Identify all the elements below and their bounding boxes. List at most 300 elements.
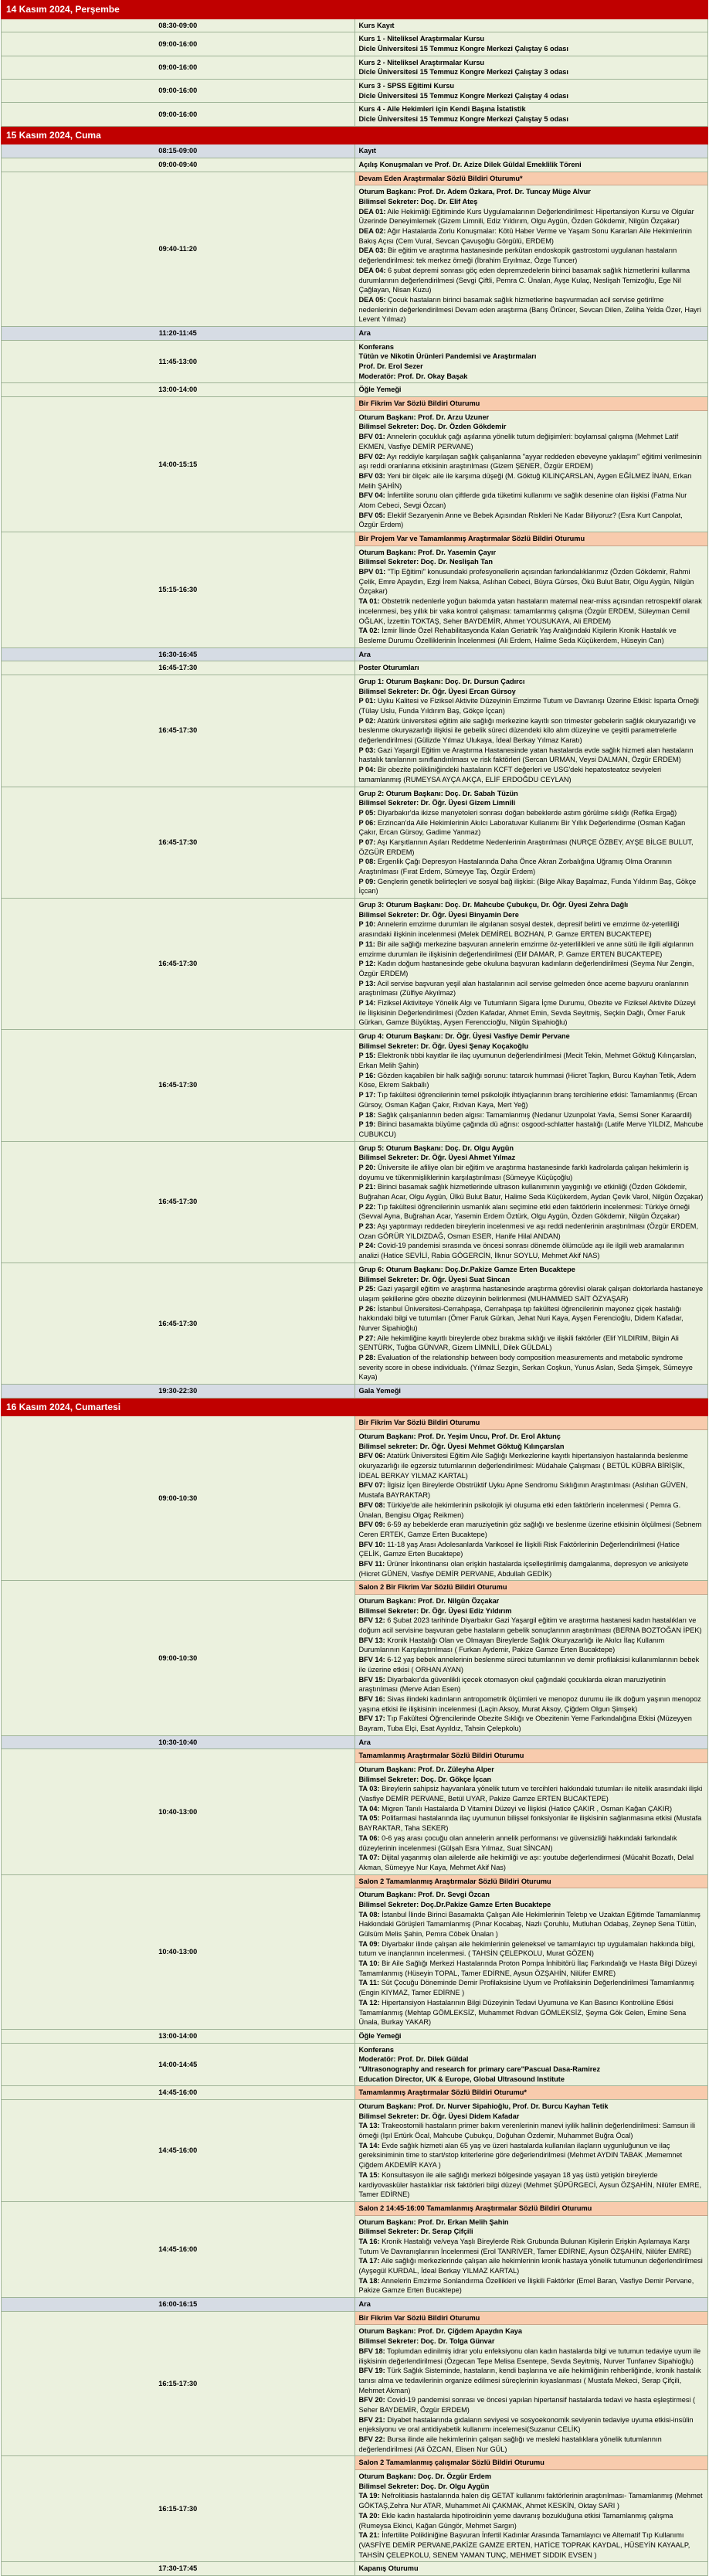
abstract-text: Sağlık çalışanlarının beden algısı: Tamamlanmış (Nedanur Uzunpolat Yavla, Semsi Soner Karaardil) xyxy=(375,1110,692,1119)
abstract-text: Migren Tanılı Hastalarda D Vitamini Düzeyi ve İlişkisi (Hatice ÇAKIR , Osman Kağan ÇAKIR) xyxy=(379,1804,673,1813)
conference-line: Prof. Dr. Erol Sezer xyxy=(358,362,423,371)
day-title: 15 Kasım 2024, Cuma xyxy=(2,126,708,144)
row-content xyxy=(354,1581,708,1735)
row-content xyxy=(354,2043,708,2086)
row-content: Poster Oturumları xyxy=(354,661,708,675)
abstract-code: P 21: xyxy=(358,1183,376,1191)
row-content xyxy=(354,2311,708,2456)
abstract-item xyxy=(359,2491,704,2510)
row-content xyxy=(354,1416,708,1581)
time-slot: 14:00-14:45 xyxy=(2,2043,355,2086)
abstract-item xyxy=(359,452,704,471)
row-content xyxy=(354,397,708,532)
conference-line: Tütün ve Nikotin Ürünleri Pandemisi ve Araştırmaları xyxy=(358,352,537,361)
abstract-text: Evde sağlık hizmeti alan 65 yaş ve üzeri hastalarda kullanılan ilaçların uygunluğunun ve ilaç gereksiniminin time to start/stop kriterlerine göre değerlendirilmesi (Mehmet AYDIN TABAK ,Mememnet Çiğdem AKDEMİR KAYA ) xyxy=(358,2141,683,2170)
abstract-code: P 05: xyxy=(358,808,376,817)
abstract-code: TA 11: xyxy=(358,1979,380,1987)
abstract-code: BFV 08: xyxy=(358,1500,385,1509)
session-title: Grup 2: Oturum Başkanı: Doç. Dr. Sabah Tüzün xyxy=(358,789,518,797)
abstract-text: İlgisiz İçen Bireylerde Obstrüktif Uyku Apne Sendromu Sıklığının Araştırılması (Aslıhan GÜVEN, Mustafa BAYRAKTAR) xyxy=(358,1481,688,1500)
abstract-item xyxy=(359,857,704,876)
time-slot: 08:30-09:00 xyxy=(2,19,355,32)
row-content xyxy=(354,2100,708,2202)
row-content: Ara xyxy=(354,647,708,661)
abstract-text: Atatürk Üniversitesi Eğitim Aile Sağlığı Merkezlerine kayıtlı hipertansiyon hastalarında beslenme okuryazarlığı ile egzersiz tutumlarının değerlendirilmesi: Müdahale Çalışması ( BETÜL KÜBRA BİRİŞİK, İDEAL BERKAY YILMAZ KARTAL) xyxy=(358,1452,688,1480)
abstract-item xyxy=(359,1784,704,1803)
abstract-item xyxy=(359,1120,704,1139)
session-chair: Oturum Başkanı: Prof. Dr. Züleyha Alper xyxy=(358,1765,494,1774)
abstract-code: TA 03: xyxy=(358,1785,380,1793)
abstract-item xyxy=(359,1978,704,1997)
row-content: Kurs Kayıt xyxy=(354,19,708,32)
abstract-text: Aşı Karşıtlarının Aşıları Reddetme Nedenlerinin Araştırılması (NURÇE ÖZBEY, AYŞE BİLGE BULUT, ÖZGÜR ERDEM) xyxy=(358,838,694,856)
abstract-text: Diyabet hastalarında gıdaların seviyesi ve sosyoekonomik seviyenin tedaviye uyuma etkisi-insülin enjeksiyonu ve oral antidiyabetik kullanımı incelemesi(Suzanur CELİK) xyxy=(358,2415,694,2434)
abstract-code: P 28: xyxy=(358,1354,376,1362)
abstract-item xyxy=(359,1182,704,1201)
session-chair: Bilimsel Sekreter: Doç. Dr. Gökçe İçcan xyxy=(358,1775,492,1783)
abstract-text: Ekle kadın hastalarda hipotiroidinin yeme davranış bozukluğuna etkisi Tamamlanmış çalışma (Rumeysa Ekinci, Kağan Güngör, Mehmet Sargın) xyxy=(358,2511,673,2530)
abstract-text: 6 şubat depremi sonrası göç eden depremzedelerin birinci basamak sağlık hizmetlerini kullanma durumlarının değerlendirilmesi (Sevgi Çiftli, Pemra C. Ünalan, Ayşe Kulaç, Neslişah Temizoğlu, Ege Nil Çağlayan, Nisan Kuzu) xyxy=(358,266,690,294)
day-title: 16 Kasım 2024, Cumartesi xyxy=(2,1398,708,1416)
abstract-item xyxy=(359,979,704,998)
abstract-item xyxy=(359,919,704,939)
schedule-row xyxy=(2,158,708,172)
schedule-row xyxy=(2,397,708,532)
abstract-text: İnfertilite Polikliniğine Başvuran İnfertil Kadınlar Arasında Tamamlayıcı ve Alternatif Tıp Kullanımı (VASFİYE DEMİR PERVANE,PAKİZE GAMZE ERTEN, HATİCE TOPRAK KAYDAL, HÜSEYİN KAYAALP, TAHSİN ÇELEPKOLU, SENEM YAMAN TUNÇ, MEHMET SIDDIK EVSEN ) xyxy=(358,2531,690,2559)
course-name: Kurs 1 - Niteliksel Araştırmalar Kursu xyxy=(358,35,485,43)
abstract-code: P 04: xyxy=(358,766,376,774)
row-content: Kayıt xyxy=(354,144,708,158)
session-title: Grup 6: Oturum Başkanı: Doç.Dr.Pakize Gamze Erten Bucaktepe xyxy=(358,1265,575,1273)
row-content xyxy=(354,103,708,126)
abstract-code: BFV 03: xyxy=(358,471,385,480)
abstract-text: Ağır Hastalarda Zorlu Konuşmalar: Kötü Haber Verme ve Yaşam Sonu Kararları Aile Hekimlerinin Bakış Açısı (Cem Vural, Sevcan Çavuşoğlu Görgülü, ERDEM) xyxy=(358,227,692,245)
time-slot: 10:30-10:40 xyxy=(2,1735,355,1749)
abstract-code: P 02: xyxy=(358,716,376,725)
time-slot: 16:00-16:15 xyxy=(2,2298,355,2312)
row-content: Açılış Konuşmaları ve Prof. Dr. Azize Dilek Güldal Emeklilik Töreni xyxy=(354,158,708,172)
abstract-code: TA 16: xyxy=(358,2237,380,2245)
schedule-row xyxy=(2,79,708,102)
row-content xyxy=(354,1141,708,1263)
time-slot: 09:00-10:30 xyxy=(2,1416,355,1581)
course-location: Dicle Üniversitesi 15 Temmuz Kongre Merkezi Çalıştay 6 odası xyxy=(358,44,568,53)
abstract-text: Erzincan'da Aile Hekimlerinin Akılcı Laboratuvar Kullanımı Bir Yıllık Değerlendirme (Osman Kağan Çakır, Ercan Gürsoy, Gadime Yanmaz) xyxy=(358,818,686,837)
abstract-code: P 06: xyxy=(358,818,376,827)
abstract-code: BFV 17: xyxy=(358,1715,385,1723)
course-name: Kurs 4 - Aile Hekimleri için Kendi Başına İstatistik xyxy=(358,105,526,114)
abstract-text: Birinci basamak sağlık hizmetlerinde ultrason kullanımının yaygınlığı ve etkinliği (Özden Gökdemir, Buğrahan Acar, Olgu Aygün, Ülkü Bulut Batur, Halime Seda Küçükerdem, Aydan Çevik Varol, Nilgün Özçakar) xyxy=(358,1183,704,1201)
row-content xyxy=(354,899,708,1030)
abstract-text: Toplumdan edinilmiş idrar yolu enfeksiyonu olan kadın hastalarda bilgi ve tutumun tedaviye uyum ile ilişkisinin değerlendirilmesi (Özgecan Tepe Melisa Esentepe, Sevda Seyitmiş, Nurver Tunfanev Sipahioğlu) xyxy=(358,2347,701,2365)
schedule-row xyxy=(2,532,708,648)
abstract-text: Kronik Hastalığı Olan ve Olmayan Bireylerde Sağlık Okuryazarlığı ile Akılcı İlaç Kullanım Durumlarının Karşılaştırılması ( Furkan Aydemir, Pakize Gamze Erten Bucaktepe) xyxy=(358,1636,665,1654)
conference-line: Moderatör: Prof. Dr. Dilek Güldal xyxy=(358,2055,469,2064)
abstract-item xyxy=(359,596,704,626)
abstract-item xyxy=(359,1804,704,1814)
time-slot: 09:00-09:40 xyxy=(2,158,355,172)
session-chair: Oturum Başkanı: Prof. Dr. Çiğdem Apaydın Kaya xyxy=(358,2327,523,2336)
schedule-row xyxy=(2,1735,708,1749)
abstract-code: P 11: xyxy=(358,940,375,948)
schedule-row xyxy=(2,1749,708,1874)
abstract-code: BFV 01: xyxy=(358,433,385,441)
abstract-text: Türk Sağlık Sisteminde, hastaların, kendi başlarına ve aile hekimliğinin rehberliğinde, kronik hastalık tanısı alma ve tedavilerinin organize edilmesi süreçlerinin kıyaslanması ( Mustafa Mekeci, Serap Çifçili, Mehmet Akman) xyxy=(358,2367,701,2394)
session-chair: Bilimsel Sekreter: Doç. Dr. Elif Ateş xyxy=(358,198,478,206)
session-chair: Bilimsel Sekreter: Doç. Dr. Neslişah Tan xyxy=(358,558,493,566)
abstract-item xyxy=(359,1694,704,1714)
abstract-item xyxy=(359,877,704,896)
abstract-text: Bir eğitim ve araştırma hastanesinde perkütan endoskopik gastrostomi uygulanan hastaların değerlendirilmesi: tek merkez örneği (İbrahim Eryılmaz, Özge Tuncer) xyxy=(358,246,677,265)
schedule-row xyxy=(2,1416,708,1581)
time-slot: 09:00-10:30 xyxy=(2,1581,355,1735)
session-title: Bir Fikrim Var Sözlü Bildiri Oturumu xyxy=(355,2312,708,2326)
abstract-code: BFV 21: xyxy=(358,2415,385,2424)
time-slot: 10:40-13:00 xyxy=(2,1874,355,2029)
day-header-row xyxy=(2,1398,708,1416)
abstract-code: P 19: xyxy=(358,1120,376,1129)
schedule-row xyxy=(2,2201,708,2297)
abstract-code: P 15: xyxy=(358,1052,376,1060)
abstract-item xyxy=(359,1520,704,1539)
abstract-code: TA 01: xyxy=(358,597,380,606)
session-title: Salon 2 Bir Fikrim Var Sözlü Bildiri Oturumu xyxy=(355,1581,708,1595)
abstract-text: Obstetrik nedenlerle yoğun bakımda yatan hastaların maternal near-miss açısından retrospektif olarak incelenmesi, beş yıllık bir vaka kontrol çalışması: tamamlanmış çalışma (Özgür ERDEM, Süleyman Cemil OĞLAK, İzzettin TOKTAŞ, Seher BAYDEMİR, Ahmet YOUSUKAYA, Ali ERDEM) xyxy=(358,597,702,625)
schedule-row xyxy=(2,2298,708,2312)
abstract-item xyxy=(359,1910,704,1939)
row-content: Öğle Yemeği xyxy=(354,2029,708,2043)
abstract-item xyxy=(359,2415,704,2435)
time-slot: 09:00-16:00 xyxy=(2,103,355,126)
day-header-row xyxy=(2,1,708,19)
schedule-row xyxy=(2,1581,708,1735)
time-slot: 16:45-17:30 xyxy=(2,1263,355,1384)
abstract-item xyxy=(359,432,704,451)
abstract-code: BFV 16: xyxy=(358,1694,385,1703)
schedule-row xyxy=(2,2456,708,2562)
abstract-code: P 03: xyxy=(358,746,376,754)
time-slot: 11:45-13:00 xyxy=(2,340,355,383)
abstract-code: DEA 03: xyxy=(358,246,386,255)
abstract-item xyxy=(359,1353,704,1382)
time-slot: 16:45-17:30 xyxy=(2,787,355,899)
session-title: Grup 4: Oturum Başkanı: Dr. Öğr. Üyesi Vasfiye Demir Pervane xyxy=(358,1032,570,1041)
session-title: Bir Fikrim Var Sözlü Bildiri Oturumu xyxy=(355,1416,708,1430)
abstract-text: Sivas ilindeki kadınların antropometrik ölçümleri ve menopoz durumu ile ilk doğum yaşının menopoz yaşına etkisi ile ilişkisinin incelenmesi (Laçin Aksoy, Murat Aksoy, Çiğdem Olgun Şimşek) xyxy=(358,1694,701,1713)
abstract-text: Dijital yaşanmış olan ailelerde aile hekimliği ve aşı: youtube değerlendirmesi (Mücahit Bozatlı, Delal Akman, Sümeyye Nur Kaya, Mehmet Akif Nas) xyxy=(358,1854,694,1871)
time-slot: 10:40-13:00 xyxy=(2,1749,355,1874)
abstract-text: Diyarbakır ilinde çalışan aile hekimlerinin geleneksel ve tamamlayıcı tıp uygulamaları hakkında bilgi, tutum ve inançlarının incelenmesi. ( TAHSİN ÇELEPKOLU, Murat GÖZEN) xyxy=(358,1939,696,1958)
abstract-item xyxy=(359,1939,704,1959)
schedule-row xyxy=(2,2100,708,2202)
abstract-code: BFV 07: xyxy=(358,1481,385,1490)
abstract-text: Hipertansiyon Hastalarının Bilgi Düzeyinin Tedavi Uyumuna ve Kan Basıncı Kontrolüne Etkisi Tamamlanmış (Mehtap GÖMLEKSİZ, Muhammet Rıdvan GÖMLEKSİZ, Şeyma Gök Gelen, Emine Sena Ünala, Burkay YAKAR) xyxy=(358,1998,687,2027)
session-title: Salon 2 14:45-16:00 Tamamlanmış Araştırmalar Sözlü Bildiri Oturumu xyxy=(355,2202,708,2216)
abstract-item xyxy=(359,1500,704,1520)
abstract-item xyxy=(359,471,704,491)
time-slot: 13:00-14:00 xyxy=(2,383,355,397)
abstract-text: Eleklif Sezaryenin Anne ve Bebek Açısından Riskleri Ne Kadar Biliyoruz? (Esra Kurt Canpolat, Özgür Erdem) xyxy=(358,511,683,529)
abstract-code: BFV 02: xyxy=(358,452,385,460)
abstract-text: Annelerin çocukluk çağı aşılarına yönelik tutum değişimleri: boylamsal çalışma (Mehmet Latif EKMEN, Vasfiye DEMİR PERVANE) xyxy=(358,433,679,450)
time-slot: 16:30-16:45 xyxy=(2,647,355,661)
abstract-text: Birinci basamakta büyüme çağında dü ağrısı: osgood-schlatter hastalığı (Latife Merve YILDIZ, Mahcube CUBUKCU) xyxy=(358,1120,704,1138)
schedule-row xyxy=(2,326,708,340)
abstract-text: Konsultasyon ile aile sağlığı merkezi bölgesinde yaşayan 18 yaş üstü yetişkin bireylerde kardiyovasküler hastalıklar risk faktörleri bilgi düzeyi (Mehmet ŞÜPÜRGECİ, Aysun ÖZŞAHİN, Nilüfer EMRE, Tamer EDİRNE) xyxy=(358,2170,702,2199)
abstract-code: P 17: xyxy=(358,1091,376,1099)
abstract-item xyxy=(359,226,704,246)
row-content xyxy=(354,1874,708,2029)
abstract-text: Nefrolitiasis hastalarında halen diş GETAT kullanımı faktörlerinin araştırılması- Tamamlanmış (Mehmet GÖKTAŞ,Zehra Nur ATAR, Muhammet Ali ÇAKMAK, Ahmet KESKİN, Oktay SARI ) xyxy=(358,2492,703,2510)
session-chair: Oturum Başkanı: Prof. Dr. Nurver Sipahioğlu, Prof. Dr. Burcu Kayhan Tetik xyxy=(358,2102,609,2111)
abstract-text: Aşı yaptırmayı reddeden bireylerin incelenmesi ve aşı reddi nedenlerinin araştırılması (Özgür ERDEM, Ozan GÖRÜR YILDIZDAĞ, Osman ESER, Hanife Hilal ANDAN) xyxy=(358,1222,698,1240)
schedule-row xyxy=(2,787,708,899)
abstract-item xyxy=(359,1480,704,1500)
abstract-text: Süt Çocuğu Döneminde Demir Profilaksisine Uyum ve Profilaksinin Değerlendirilmesi Tamamlanmış (Engin KIYMAZ, Tamer EDİRNE ) xyxy=(358,1979,694,1997)
abstract-code: P 23: xyxy=(358,1222,376,1231)
row-content: Ara xyxy=(354,326,708,340)
course-name: Kurs 3 - SPSS Eğitimi Kursu xyxy=(358,81,455,90)
row-content xyxy=(354,56,708,79)
abstract-code: TA 13: xyxy=(358,2122,380,2130)
conference-line: "Ultrasonography and research for primary care"Pascual Dasa-Ramirez xyxy=(358,2065,601,2073)
abstract-text: Bireylerin sahipsiz hayvanlara yönelik tutum ve tercihleri hakkındaki tutumları ile nitelik arasındaki ilişki (Vasfiye DEMİR PERVANE, Betül UYAR, Pakize Gamze ERTEN BUCAKTEPE) xyxy=(358,1785,703,1803)
schedule-row xyxy=(2,899,708,1030)
conference-line: Konferans xyxy=(358,342,394,351)
row-content xyxy=(354,79,708,102)
abstract-code: TA 05: xyxy=(358,1814,380,1823)
session-title: Salon 2 Tamamlanmış Araştırmalar Sözlü Bildiri Oturumu xyxy=(355,1875,708,1889)
abstract-item xyxy=(359,2435,704,2454)
abstract-text: İzmir İlinde Özel Rehabilitasyonda Kalan Geriatrik Yaş Aralığındaki Kişilerin Kronik Hastalık ve Besleme Durumu Özelliklerinin İncelenmesi (Ali Erdem, Halime Seda Küçükerdem, Hüseyin Can) xyxy=(358,627,677,644)
row-content xyxy=(354,32,708,56)
session-title: Bir Projem Var ve Tamamlanmış Araştırmalar Sözlü Bildiri Oturumu xyxy=(355,532,708,546)
abstract-item xyxy=(359,246,704,265)
time-slot: 08:15-09:00 xyxy=(2,144,355,158)
row-content: Ara xyxy=(354,1735,708,1749)
abstract-code: DEA 01: xyxy=(358,207,386,216)
abstract-code: TA 19: xyxy=(358,2492,380,2500)
abstract-text: Çocuk hastaların birinci basamak sağlık hizmetlerine başvurmadan acil servise getirilme nedenlerinin değerlendirilmesi Devam eden araştırma (Barış Örüncer, Sevcan Dilen, Zeliha Yelda Özer, Hayri Levent Yılmaz) xyxy=(358,295,701,324)
row-content: Tamamlanmış Araştırmalar Sözlü Bildiri Oturumu* xyxy=(354,2086,708,2100)
abstract-text: Gençlerin genetik belirteçleri ve sosyal bağ ilişkisi: (Bilge Alkay Başalmaz, Funda Yıldırım Baş, Gökçe İçcan) xyxy=(358,877,697,895)
session-title: Grup 3: Oturum Başkanı: Doç. Dr. Mahcube Çubukçu, Dr. Öğr. Üyesi Zehra Dağlı xyxy=(358,901,629,909)
abstract-item xyxy=(359,1998,704,2027)
abstract-code: BPV 01: xyxy=(358,568,386,576)
row-content: Gala Yemeği xyxy=(354,1385,708,1398)
row-content: Kapanış Oturumu xyxy=(354,2562,708,2576)
abstract-text: Gazi yaşargil eğitim ve araştırma hastanesinde araştırma görevlisi olarak çalışan doktorlarda hastaneye ulaşım şekillerine göre obezite düzeyinin belirlenmesi (MUHAMMED SAİT ÖZYAŞAR) xyxy=(358,1285,704,1303)
abstract-text: Gazi Yaşargil Eğitim ve Araştırma Hastanesinde yatan hastalarda evde sağlık hizmeti alan hastaların hastalık tanılarının sınıflandırılması ve risk faktörleri (Sercan URMAN, Veysi DALMAN, Özgür ERDEM) xyxy=(358,746,694,764)
abstract-code: TA 14: xyxy=(358,2141,380,2149)
abstract-code: TA 18: xyxy=(358,2276,380,2285)
course-name: Kurs 2 - Niteliksel Araştırmalar Kursu xyxy=(358,58,485,66)
time-slot: 09:00-16:00 xyxy=(2,56,355,79)
time-slot: 09:00-16:00 xyxy=(2,79,355,102)
abstract-item xyxy=(359,1304,704,1334)
session-title: Grup 5: Oturum Başkanı: Doç. Dr. Olgu Aygün xyxy=(358,1144,514,1152)
time-slot: 14:45-16:00 xyxy=(2,2086,355,2100)
session-chair: Bilimsel Sekreter: Dr. Öğr. Üyesi Gizem Limnili xyxy=(358,799,516,807)
abstract-item xyxy=(359,1163,704,1182)
schedule-row xyxy=(2,661,708,675)
abstract-item xyxy=(359,1959,704,1978)
abstract-text: 11-18 yaş Arası Adolesanlarda Varikosel ile İlişkili Risk Faktörlerinin Değerlendirilmesi (Hatice ÇELİK, Gamze Erten Bucaktepe) xyxy=(358,1540,680,1558)
abstract-item xyxy=(359,1284,704,1303)
session-chair: Bilimsel Sekreter: Dr. Öğr. Üyesi Didem Kafadar xyxy=(358,2112,520,2120)
abstract-text: Bir Aile Sağlığı Merkezi Hastalarında Proton Pompa İnhibitörü İlaç Farkındalığı ve Hasta Bilgi Düzeyi Tamamlanmış (Hüseyin TOPAL, Tamer EDİRNE, Aysun ÖZŞAHİN, Nilüfer EMRE) xyxy=(358,1959,697,1977)
abstract-code: BFV 22: xyxy=(358,2435,385,2444)
conference-line: Konferans xyxy=(358,2045,394,2054)
schedule-row xyxy=(2,2311,708,2456)
abstract-text: 6-12 yaş bebek annelerinin beslenme süreci tutumlarının ve demir profilaksisi kullanımlarının bebek ile üzerine etkisi ( ORHAN AYAN) xyxy=(358,1656,700,1674)
abstract-item xyxy=(359,1202,704,1222)
abstract-code: BFV 20: xyxy=(358,2396,385,2404)
time-slot: 16:15-17:30 xyxy=(2,2456,355,2562)
abstract-text: Covid-19 pandemisi sonrası ve öncesi yapılan hipertansif hastalarda tedavi ve hasta eşleştirmesi ( Seher BAYDEMİR, Özgür ERDEM) xyxy=(358,2396,696,2414)
abstract-code: P 12: xyxy=(358,960,376,968)
abstract-code: BFV 04: xyxy=(358,491,385,500)
course-location: Dicle Üniversitesi 15 Temmuz Kongre Merkezi Çalıştay 3 odası xyxy=(358,68,568,76)
schedule-row xyxy=(2,647,708,661)
abstract-code: P 10: xyxy=(358,920,376,929)
time-slot: 14:45-16:00 xyxy=(2,2201,355,2297)
abstract-item xyxy=(359,1714,704,1733)
session-title: Tamamlanmış Araştırmalar Sözlü Bildiri Oturumu xyxy=(355,1749,708,1763)
row-content xyxy=(354,787,708,899)
session-chair: Bilimsel Sekreter: Doç. Dr. Tolga Günvar xyxy=(358,2337,495,2346)
abstract-text: Covid-19 pandemisi sırasında ve öncesi sonrası dönemde ölümcüde aşı ile ilgili web aramalarının analizi (Hatice SEVİLİ, Rabia GÖGERCİN, İlknur SOYLU, Mehmet Akif NAS) xyxy=(358,1242,684,1260)
abstract-code: P 25: xyxy=(358,1285,376,1293)
abstract-item xyxy=(359,765,704,784)
abstract-item xyxy=(359,1334,704,1353)
abstract-code: TA 21: xyxy=(358,2531,380,2540)
session-chair: Oturum Başkanı: Prof. Dr. Yasemin Çayır xyxy=(358,548,497,556)
abstract-text: "Tip Eğitimi" konusundaki profesyonellerin açısından farkındalıklarımız (Özden Gökdemir, Rahmi Çelik, Emre Apaydın, Ezgi İrem Naksa, Aslıhan Cebeci, Büyra Gürses, Ökü Bulut Batır, Olgu Aygün, Nilgün Özçakar) xyxy=(358,568,694,596)
abstract-code: P 08: xyxy=(358,858,376,866)
session-chair: Bilimsel Sekreter: Doç. Dr. Olgu Aygün xyxy=(358,2482,490,2490)
session-chair: Bilimsel Sekreter: Dr. Öğr. Üyesi Şenay Koçakoğlu xyxy=(358,1042,529,1050)
abstract-code: DEA 04: xyxy=(358,266,386,274)
abstract-item xyxy=(359,746,704,765)
abstract-text: Tıp fakültesi öğrencilerinin temel psikolojik ihtiyaçlarının branş tercihlerine etkisi: Tamamlanmış (Ercan Gürsoy, Osman Kağan Çakır, Rıdvan Kaya, Mert Yeğ) xyxy=(358,1091,697,1109)
session-chair: Oturum Başkanı: Prof. Dr. Erkan Melih Şahin xyxy=(358,2217,509,2226)
abstract-item xyxy=(359,1241,704,1260)
time-slot: 09:40-11:20 xyxy=(2,172,355,326)
abstract-code: P 09: xyxy=(358,877,376,885)
schedule-row xyxy=(2,1141,708,1263)
abstract-code: TA 12: xyxy=(358,1998,380,2007)
abstract-text: Ürüner İnkontinansı olan erişkin hastalarda içselleştirilmiş damgalanma, depresyon ve anksiyete (Hicret GÜNEN, Vasfiye DEMİR PERVANE, Abdullah GEDİK) xyxy=(358,1559,689,1578)
abstract-code: P 01: xyxy=(358,697,376,705)
abstract-text: 6 Şubat 2023 tarihinde Diyarbakır Gazi Yaşargil eğitim ve araştırma hastanesi kadın hastalıkları ve doğum acil servisine başvuran gebe hastaların gebelik sonuçlarının araştırılması (BERNA BOZTOĞAN İPEK) xyxy=(358,1616,702,1635)
abstract-item xyxy=(359,2347,704,2366)
abstract-item xyxy=(359,1833,704,1853)
course-location: Dicle Üniversitesi 15 Temmuz Kongre Merkezi Çalıştay 4 odası xyxy=(358,91,568,100)
row-content: Öğle Yemeği xyxy=(354,383,708,397)
row-content xyxy=(354,532,708,648)
abstract-text: 6-59 ay bebeklerde eran maruziyetinin göz sağlığı ve beslenme üzerine etkisinin ölçülmesi (Sebnem Ceren ERTEK, Gamze Erten Bucaktepe) xyxy=(358,1521,702,1538)
abstract-item xyxy=(359,1451,704,1480)
abstract-code: P 16: xyxy=(358,1071,376,1079)
day-title: 14 Kasım 2024, Perşembe xyxy=(2,1,708,19)
session-chair: Bilimsel Sekreter: Dr. Öğr. Üyesi Ercan Gürsoy xyxy=(358,687,516,695)
schedule-row xyxy=(2,172,708,326)
abstract-code: TA 20: xyxy=(358,2511,380,2520)
abstract-text: Bursa ilinde aile hekimlerinin çalışan sağlığı ve mesleki hastalıklara yönelik tutumlarının değerlendirilmesi (Ali ÖZCAN, Elisen Nur GÜL) xyxy=(358,2435,662,2453)
abstract-code: DEA 02: xyxy=(358,227,386,236)
row-content xyxy=(354,675,708,787)
session-title: Bir Fikrim Var Sözlü Bildiri Oturumu xyxy=(355,397,708,411)
abstract-item xyxy=(359,266,704,295)
abstract-code: BFV 05: xyxy=(358,511,385,519)
abstract-item xyxy=(359,207,704,226)
abstract-item xyxy=(359,626,704,645)
abstract-item xyxy=(359,491,704,510)
time-slot: 16:45-17:30 xyxy=(2,1141,355,1263)
abstract-code: BFV 13: xyxy=(358,1636,385,1644)
schedule-row xyxy=(2,2086,708,2100)
abstract-text: Evaluation of the relationship between body composition measurements and metabolic syndrome severity score in obese individuals. (Yılmaz Sezgin, Serkan Coşkun, Yunus Aslan, Seda Şimşek, Sümeyye Kaya) xyxy=(358,1354,693,1381)
abstract-text: Trakeostomili hastaların primer bakım verenlerinin manevi iyilik hallinin değerlendirilmesi: Samsun ili örneği (Işıl Ertürk Öcal, Mahcube Çubukçu, Doğuhan Özdemir, Muhammet Buğra Öcal) xyxy=(358,2122,696,2140)
row-content xyxy=(354,1263,708,1384)
session-chair: Bilimsel Sekreter: Dr. Öğr. Üyesi Ediz Yıldırım xyxy=(358,1606,512,1615)
time-slot: 19:30-22:30 xyxy=(2,1385,355,1398)
abstract-text: Aile Hekimliği Eğitiminde Kurs Uygulamalarının Değerlendirilmesi: Hipertansiyon Kursu ve Olgular Üzerinde Deneyimlemek (Gizem Limnili, Ediz Yıldırım, Olgu Aygün, Özden Gökdemir, Nilgün Özçakar) xyxy=(358,207,694,226)
abstract-code: P 18: xyxy=(358,1110,376,1119)
abstract-text: Elektronik tıbbi kayıtlar ile ilaç uyumunun değerlendirilmesi (Mecit Tekin, Mehmet Göktuğ Kılınçarslan, Erkan Melih Şahin) xyxy=(358,1052,697,1070)
abstract-item xyxy=(359,808,704,818)
abstract-text: Diyarbakır'da güvenlikli içecek otomasyon okul çağındaki çocuklarda ekran maruziyetinin araştırılması (Merve Adan Esen) xyxy=(358,1675,667,1694)
abstract-code: BFV 06: xyxy=(358,1452,385,1460)
session-chair: Bilimsel sekreter: Dr. Öğr. Üyesi Mehmet Göktuğ Kılınçarslan xyxy=(358,1442,565,1450)
abstract-text: Aile sağlığı merkezlerinde çalışan aile hekimlerinin kronik hastaya yönelik tutumunun değerlendirilmesi (Ayşegül KURDAL, İdeal Berkay YILMAZ KARTAL) xyxy=(358,2257,703,2275)
time-slot: 16:45-17:30 xyxy=(2,675,355,787)
abstract-code: TA 15: xyxy=(358,2170,380,2179)
schedule-row xyxy=(2,675,708,787)
session-chair: Bilimsel Sekreter: Dr. Öğr. Üyesi Binyamin Dere xyxy=(358,910,519,919)
abstract-text: Acil servise başvuran yeşil alan hastalarının acil servise gelmeden önce aceme başvuru oranlarının araştırılması (Zülfiye Akyılmaz) xyxy=(358,979,689,997)
abstract-item xyxy=(359,1110,704,1120)
day-header-row xyxy=(2,126,708,144)
course-location: Dicle Üniversitesi 15 Temmuz Kongre Merkezi Çalıştay 5 odası xyxy=(358,115,568,124)
abstract-code: BFV 18: xyxy=(358,2347,385,2355)
abstract-text: Tıp fakültesi öğrencilerinin usmanlık alanı seçimine etki eden faktörlerin incelenmesi: Türkiye örneği (Sevval Ayna, Buğrahan Acar, Yasemin Erdem Öztürk, Olgu Aygün, Özden Gökdemir, Nilgün Özçakar) xyxy=(358,1202,690,1221)
schedule-row xyxy=(2,2043,708,2086)
abstract-text: İstanbul İlinde Birinci Basamakta Çalışan Aile Hekimlerinin Teletıp ve Uzaktan Eğitimde Tamamlanmış Hakkındaki Görüşleri Tamamlanmış (Pınar Kocabaş, Nazlı Çoruhlu, Mutluhan Odabaş, Zeynep Sena Tütün, Gülsüm Melis Şahin, Pemra Cöbek Ünalan ) xyxy=(358,1910,701,1939)
session-title: Grup 1: Oturum Başkanı: Doç. Dr. Dursun Çadırcı xyxy=(358,677,525,685)
abstract-code: TA 02: xyxy=(358,627,380,635)
abstract-text: Atatürk üniversitesi eğitim aile sağlığı merkezine kayıtlı son trimester gebelerin sağlık okuryazarlığı ve beslenme okuryazarlığı ilişkisi ile gebelik süreci düzendeki kilo alım düzeyine ve çeşitli parametrelerle değerlendirilmesi (Gülizde Yılmaz Ulukaya, İdeal Berkay Yılmaz Karatı) xyxy=(358,716,696,745)
row-content xyxy=(354,1749,708,1874)
session-chair: Bilimsel Sekreter: Doç. Dr. Özden Gökdemir xyxy=(358,423,507,431)
abstract-item xyxy=(359,1813,704,1833)
session-chair: Oturum Başkanı: Doç. Dr. Özgür Erdem xyxy=(358,2472,492,2481)
abstract-item xyxy=(359,1051,704,1070)
row-content xyxy=(354,340,708,383)
abstract-text: Diyarbakır'da ikizse manyetoleri sonrası doğan bebeklerde astım görülme sıklığı (Refika Ergağ) xyxy=(375,808,677,817)
abstract-item xyxy=(359,2511,704,2530)
time-slot: 09:00-16:00 xyxy=(2,32,355,56)
abstract-item xyxy=(359,818,704,838)
abstract-item xyxy=(359,1540,704,1559)
time-slot: 15:15-16:30 xyxy=(2,532,355,648)
session-chair: Bilimsel Sekreter: Dr. Öğr. Üyesi Ahmet Yılmaz xyxy=(358,1154,516,1162)
schedule-row xyxy=(2,144,708,158)
abstract-item xyxy=(359,1222,704,1241)
abstract-code: TA 08: xyxy=(358,1910,380,1918)
session-chair: Oturum Başkanı: Prof. Dr. Sevgi Özcan xyxy=(358,1891,490,1899)
